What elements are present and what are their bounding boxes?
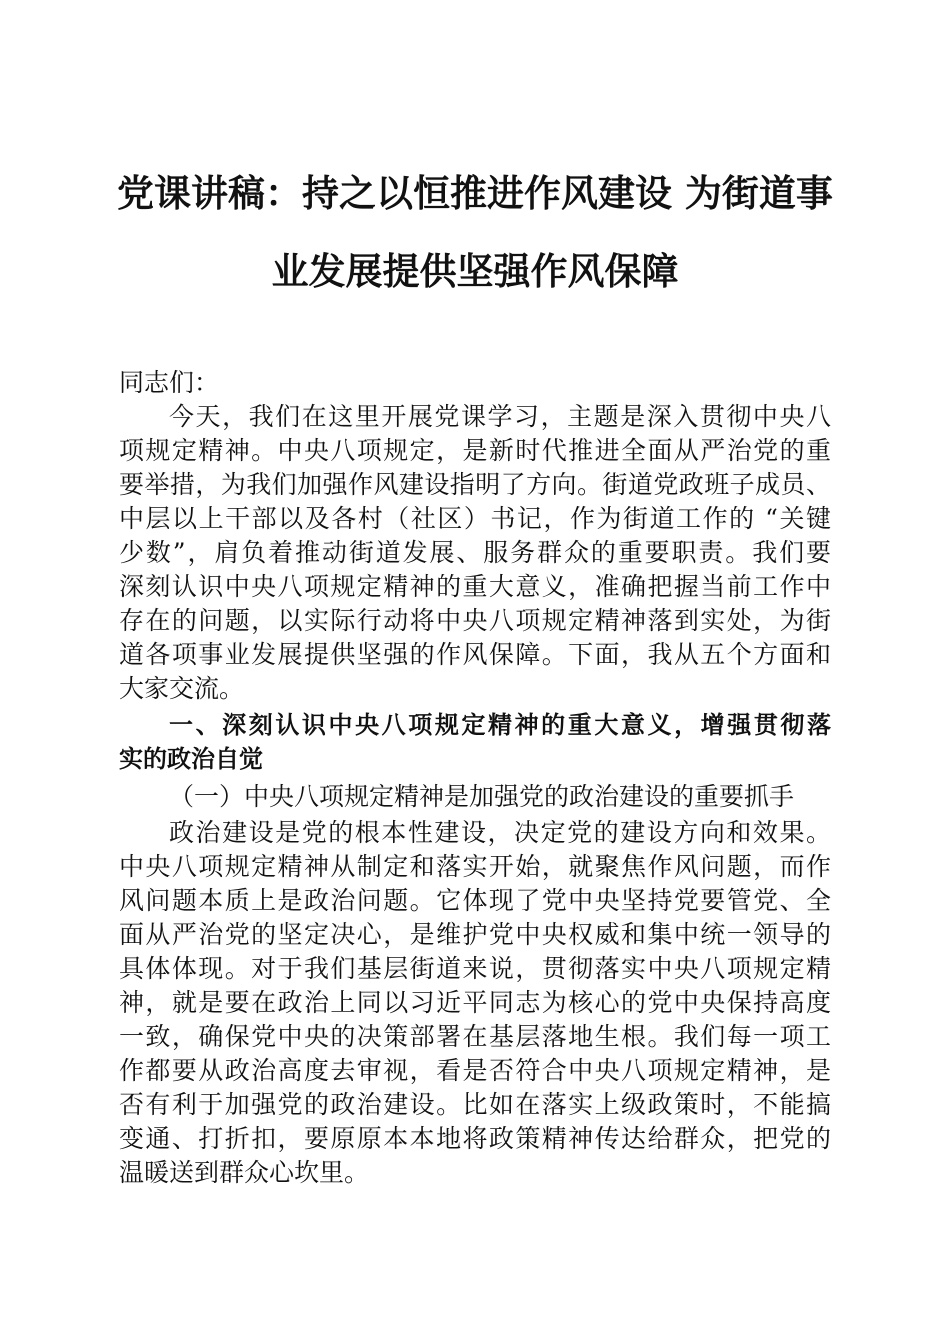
intro-paragraph-line: 道各项事业发展提供坚强的作风保障。下面，我从五个方面和 bbox=[119, 640, 831, 669]
body-paragraph-line: 变通、打折扣，要原原本本地将政策精神传达给群众，把党的 bbox=[119, 1124, 831, 1153]
intro-paragraph-line: 存在的问题，以实际行动将中央八项规定精神落到实处，为街 bbox=[119, 606, 831, 635]
body-paragraph-line: 温暖送到群众心坎里。 bbox=[119, 1158, 370, 1187]
intro-paragraph-line: 中层以上干部以及各村（社区）书记，作为街道工作的 “关键 bbox=[119, 504, 831, 533]
document-title-line-1: 党课讲稿：持之以恒推进作风建设 为街道事 bbox=[117, 171, 833, 215]
greeting: 同志们： bbox=[119, 368, 220, 397]
body-paragraph-line: 神，就是要在政治上同以习近平同志为核心的党中央保持高度 bbox=[119, 988, 831, 1017]
intro-paragraph-line: 大家交流。 bbox=[119, 674, 245, 703]
intro-paragraph-line: 少数”，肩负着推动街道发展、服务群众的重要职责。我们要 bbox=[119, 538, 831, 567]
body-paragraph-line: 作都要从政治高度去审视，看是否符合中央八项规定精神，是 bbox=[119, 1056, 831, 1085]
intro-paragraph-line: 要举措，为我们加强作风建设指明了方向。街道党政班子成员、 bbox=[119, 470, 831, 499]
body-paragraph-line: 中央八项规定精神从制定和落实开始，就聚焦作风问题，而作 bbox=[119, 852, 831, 881]
body-paragraph-line: 否有利于加强党的政治建设。比如在落实上级政策时，不能搞 bbox=[119, 1090, 831, 1119]
intro-paragraph-line: 深刻认识中央八项规定精神的重大意义，准确把握当前工作中 bbox=[119, 572, 831, 601]
document-title-line-2: 业发展提供坚强作风保障 bbox=[271, 249, 679, 293]
body-paragraph-line: 具体体现。对于我们基层街道来说，贯彻落实中央八项规定精 bbox=[119, 954, 831, 983]
body-paragraph-line: 一致，确保党中央的决策部署在基层落地生根。我们每一项工 bbox=[119, 1022, 831, 1051]
subsection-heading: （一）中央八项规定精神是加强党的政治建设的重要抓手 bbox=[169, 782, 795, 811]
body-paragraph-line: 政治建设是党的根本性建设，决定党的建设方向和效果。 bbox=[169, 818, 831, 847]
body-paragraph-line: 风问题本质上是政治问题。它体现了党中央坚持党要管党、全 bbox=[119, 886, 831, 915]
body-paragraph-line: 面从严治党的坚定决心，是维护党中央权威和集中统一领导的 bbox=[119, 920, 831, 949]
intro-paragraph-line: 今天，我们在这里开展党课学习，主题是深入贯彻中央八 bbox=[169, 402, 831, 431]
section-heading-line: 一、深刻认识中央八项规定精神的重大意义，增强贯彻落 bbox=[169, 711, 831, 739]
section-heading-line: 实的政治自觉 bbox=[119, 745, 263, 773]
intro-paragraph-line: 项规定精神。中央八项规定，是新时代推进全面从严治党的重 bbox=[119, 436, 831, 465]
